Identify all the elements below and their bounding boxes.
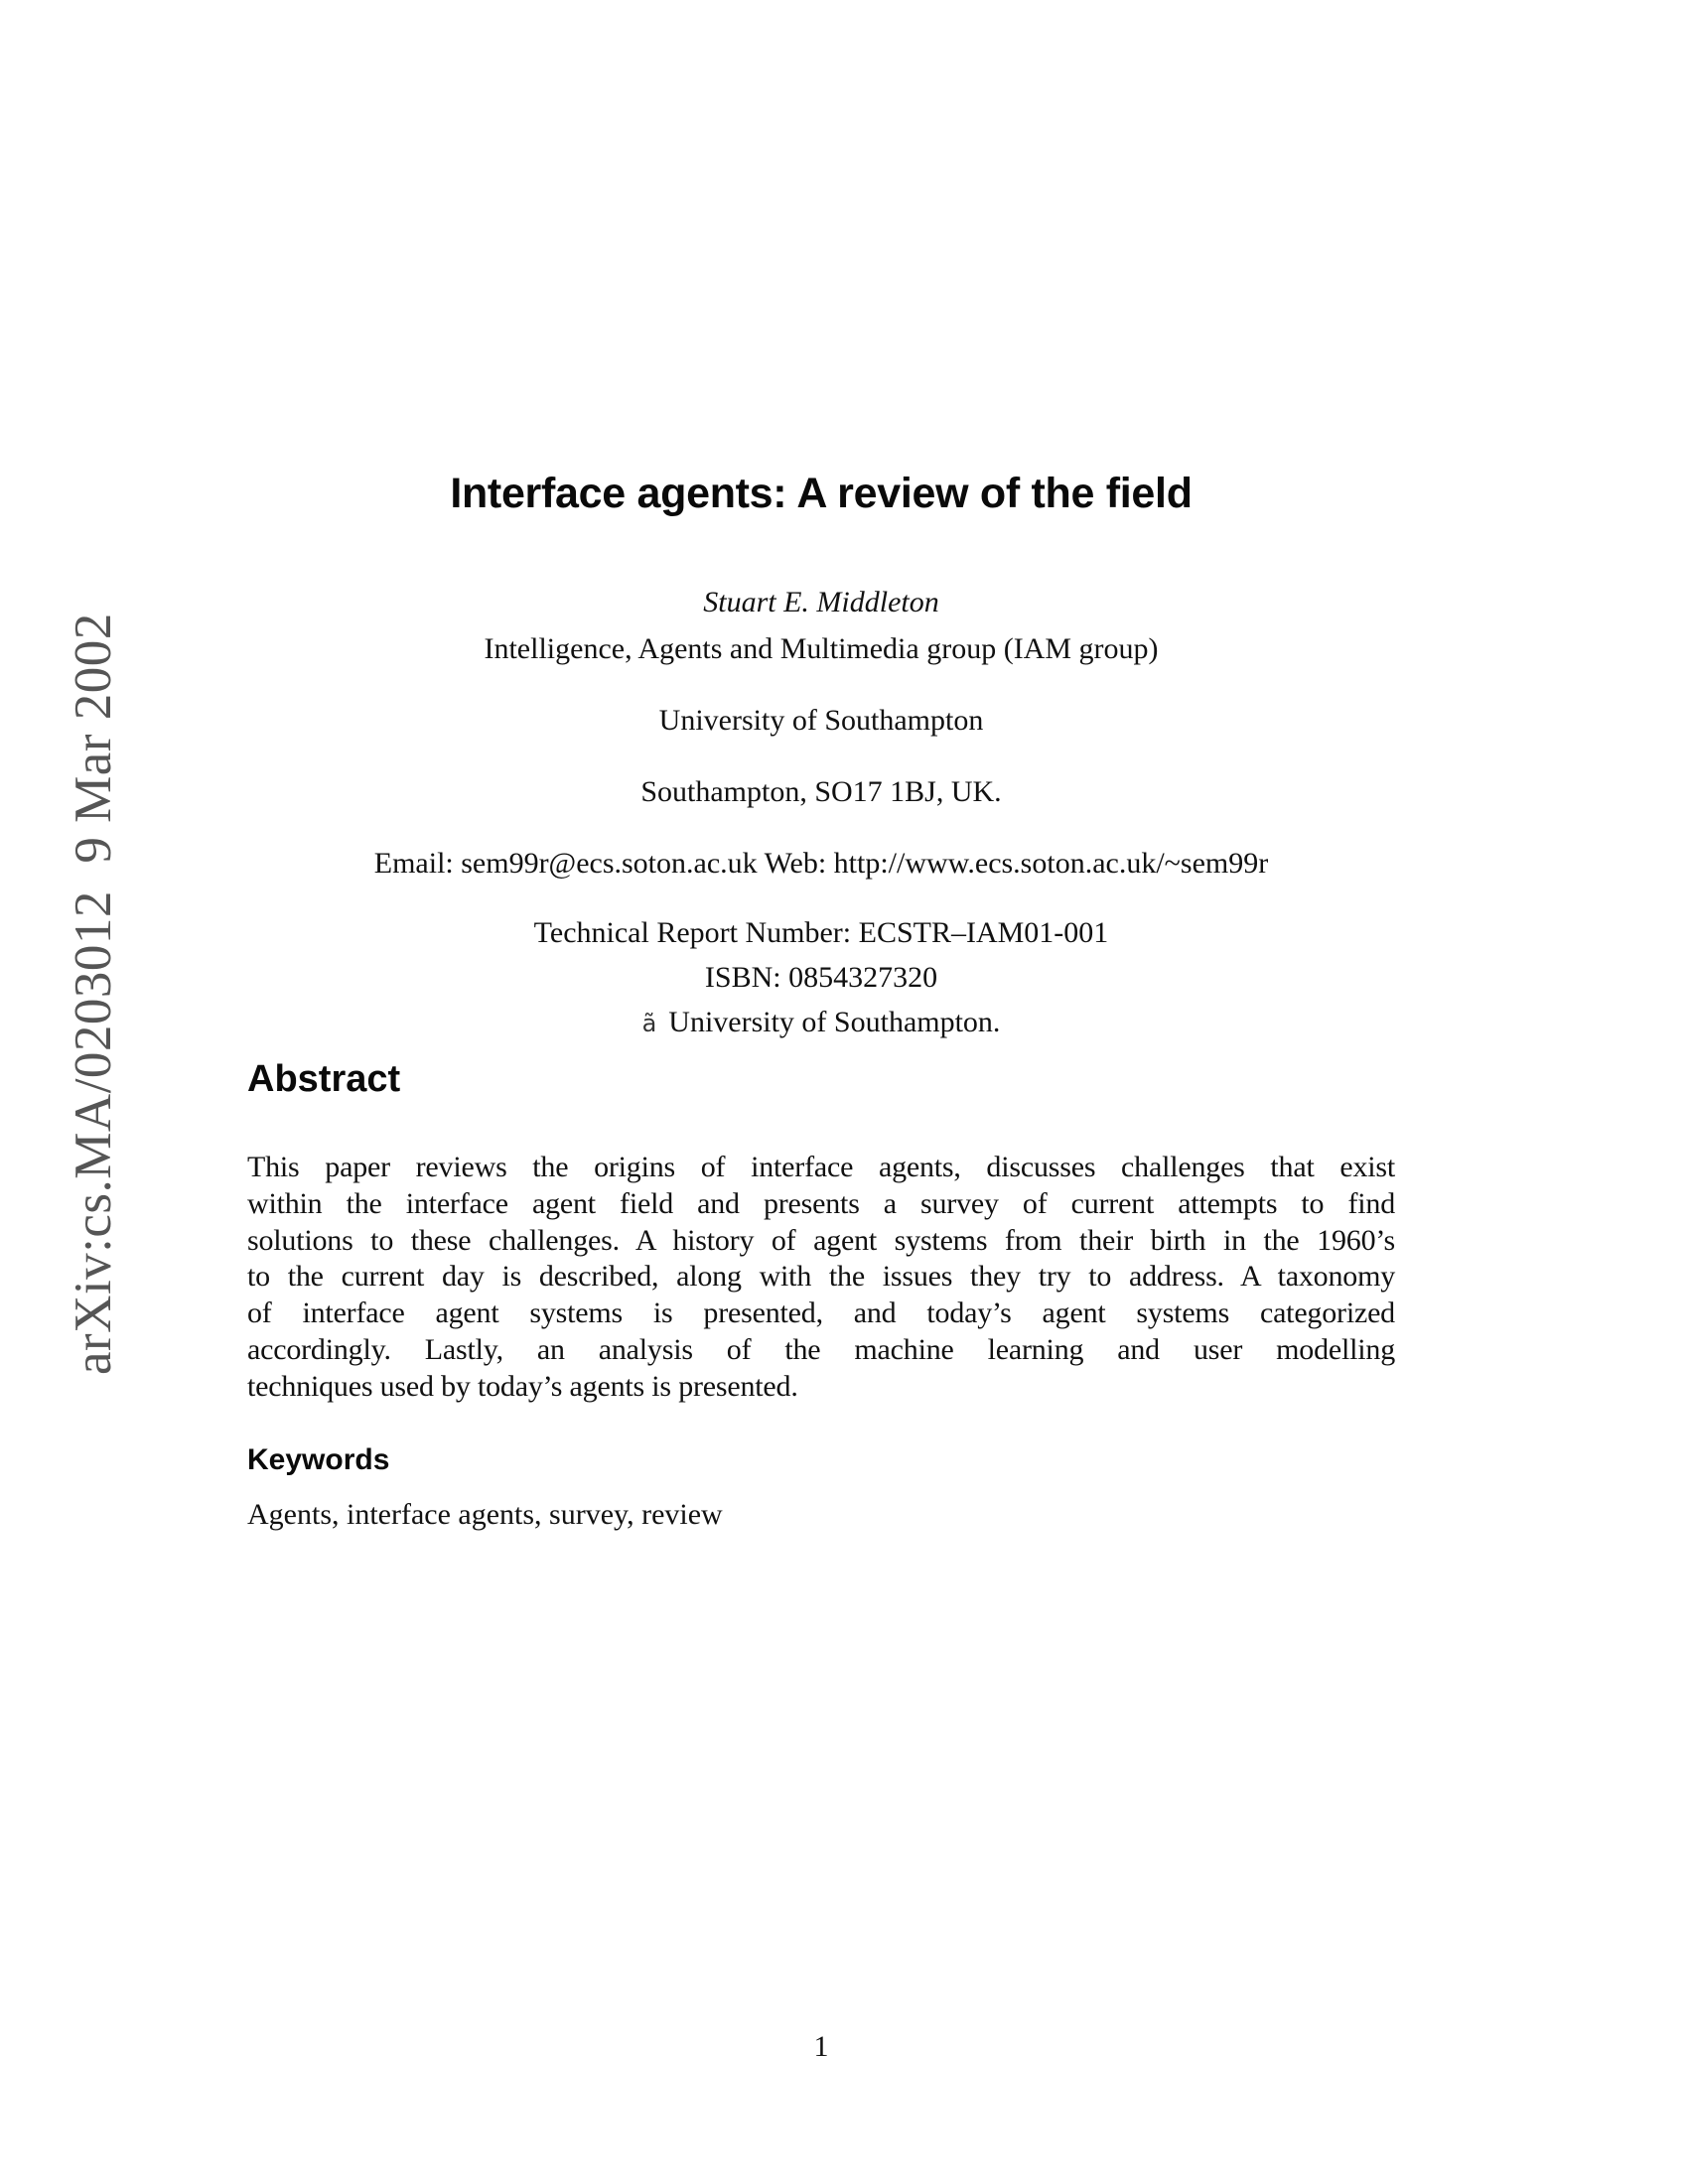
abstract-line: This paper reviews the origins of interface agents, discusses challenges that exist [247, 1151, 1395, 1183]
abstract-heading: Abstract [247, 1058, 401, 1100]
technical-report-number: Technical Report Number: ECSTR–IAM01-001 [533, 916, 1109, 949]
copyright-holder: University of Southampton. [668, 1006, 1001, 1038]
contact-info: Email: sem99r@ecs.soton.ac.uk Web: http://www.ecs.soton.ac.uk/~sem99r [373, 847, 1269, 880]
copyright-notice [247, 1008, 1395, 1037]
postal-address: Southampton, SO17 1BJ, UK. [640, 775, 1002, 808]
isbn: ISBN: 0854327320 [704, 961, 938, 994]
author-name: Stuart E. Middleton [703, 586, 939, 618]
page-number: 1 [813, 2030, 829, 2063]
abstract-line: accordingly. Lastly, an analysis of the machine learning and user modelling [247, 1332, 1395, 1366]
university-name: University of Southampton [658, 704, 984, 737]
abstract-line: of interface agent systems is presented, and today’s agent systems categorized [247, 1297, 1395, 1330]
keywords-list: Agents, interface agents, survey, review [247, 1498, 723, 1531]
abstract-line: to the current day is described, along with the issues they try to address. A taxonomy [247, 1260, 1395, 1294]
abstract-line: techniques used by today’s agents is presented. [247, 1369, 798, 1403]
keywords-heading: Keywords [247, 1443, 390, 1476]
abstract-line: within the interface agent field and presents a survey of current attempts to find [247, 1186, 1395, 1220]
abstract-body [247, 1150, 1395, 1406]
abstract-line: solutions to these challenges. A history of agent systems from their birth in the 1960’s [247, 1223, 1395, 1257]
arxiv-identifier-stamp: arXiv:cs.MA/0203012 9 Mar 2002 [65, 613, 122, 1375]
paper-title: Interface agents: A review of the field [450, 470, 1193, 517]
copyright-icon: ã [641, 1010, 657, 1037]
author-affiliation: Intelligence, Agents and Multimedia group (IAM group) [484, 632, 1159, 665]
